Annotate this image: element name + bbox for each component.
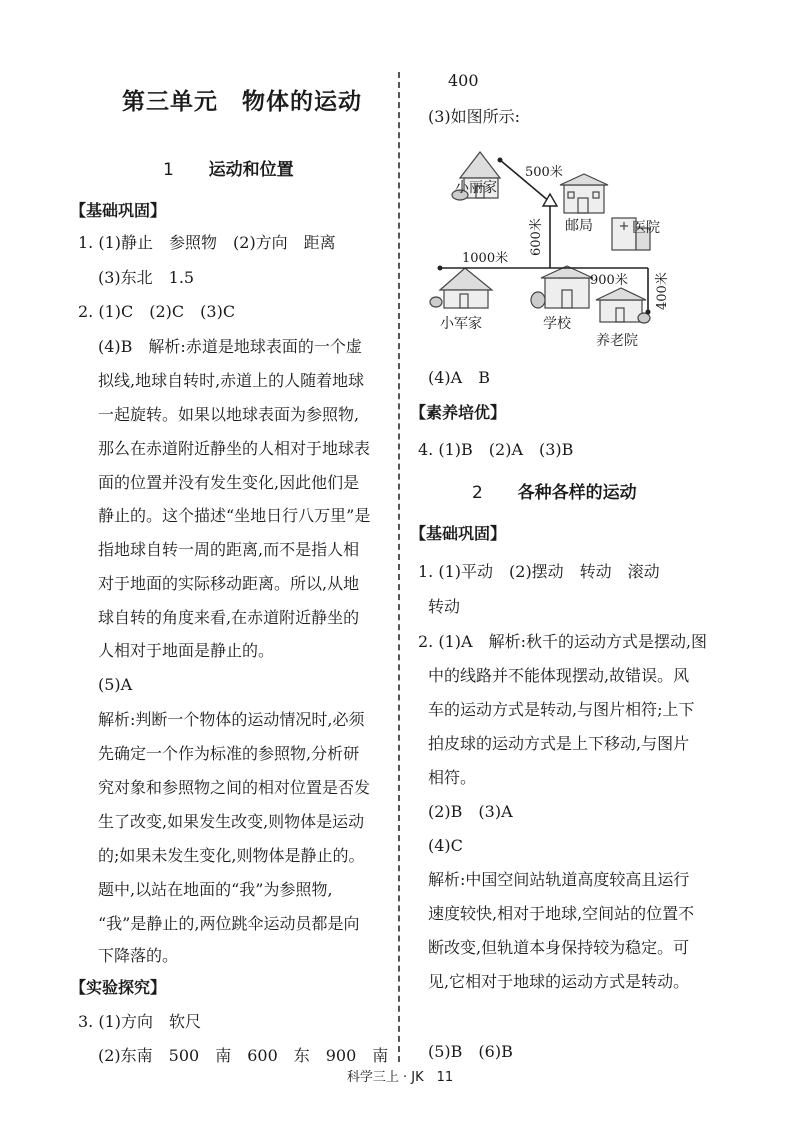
school-icon — [531, 266, 593, 308]
answer-line: (4)C — [428, 836, 463, 855]
answer-line: 题中,以站在地面的“我”为参照物, — [98, 880, 333, 899]
post-office-icon — [560, 174, 608, 213]
answer-line: 拟线,地球自转时,赤道上的人随着地球 — [98, 371, 365, 390]
route-map — [400, 140, 800, 355]
label-1000: 1000米 — [462, 251, 509, 266]
answer-line: 生了改变,如果发生改变,则物体是运动 — [98, 812, 365, 831]
answer-line: 见,它相对于地球的运动方式是转动。 — [428, 972, 690, 991]
answer-line: 1. (1)平动 (2)摆动 转动 滚动 — [418, 562, 660, 581]
answer-line: 2. (1)C (2)C (3)C — [78, 302, 236, 321]
answer-line: (4)B 解析:赤道是地球表面的一个虚 — [98, 337, 362, 356]
answer-line: 先确定一个作为标准的参照物,分析研 — [98, 744, 360, 763]
unit-title: 第三单元 物体的运动 — [122, 89, 362, 115]
answer-line: 对于地面的实际移动距离。所以,从地 — [98, 574, 360, 593]
lesson1-number: 1 — [163, 160, 174, 180]
route-node — [498, 158, 503, 163]
answer-line: 1. (1)静止 参照物 (2)方向 距离 — [78, 233, 336, 252]
start-triangle-icon — [543, 194, 557, 206]
answer-line: (5)A — [98, 675, 133, 694]
label-youju: 邮局 — [565, 218, 593, 234]
label-xiaoli: 小丽家 — [455, 180, 497, 196]
answer-line: 一起旋转。如果以地球表面为参照物, — [98, 405, 360, 424]
label-yanglaoyuan: 养老院 — [596, 333, 638, 349]
answer-line: (3)东北 1.5 — [98, 268, 195, 287]
answer-line: 那么在赤道附近静坐的人相对于地球表 — [98, 439, 371, 458]
answer-line: 人相对于地面是静止的。 — [98, 641, 275, 660]
label-500: 500米 — [525, 165, 563, 180]
xiaojun-house-icon — [430, 268, 492, 308]
lesson2-title: 各种各样的运动 — [517, 483, 637, 503]
answer-line: (4)A B — [428, 368, 490, 387]
answer-line: 2. (1)A 解析:秋千的运动方式是摆动,图 — [418, 632, 708, 651]
answer-line: 的;如果未发生变化,则物体是静止的。 — [98, 846, 365, 865]
label-900: 900米 — [590, 273, 628, 288]
answer-line: 解析:中国空间站轨道高度较高且运行 — [428, 870, 690, 889]
answer-line: (3)如图所示: — [428, 107, 521, 126]
section-basic-2: 【基础巩固】 — [410, 524, 507, 543]
answer-line: 解析:判断一个物体的运动情况时,必须 — [98, 710, 365, 729]
answer-line: 断改变,但轨道本身保持较为稳定。可 — [428, 938, 690, 957]
answer-line: (2)东南 500 南 600 东 900 南 — [98, 1046, 389, 1065]
answer-line: 相符。 — [428, 768, 477, 787]
nursing-home-icon — [596, 288, 650, 323]
label-400: 400米 — [655, 272, 670, 310]
answer-line: 球自转的角度来看,在赤道附近静坐的 — [98, 608, 360, 627]
answer-line: 静止的。这个描述“坐地日行八万里”是 — [98, 506, 371, 525]
answer-line: 4. (1)B (2)A (3)B — [418, 440, 574, 459]
answer-line: (2)B (3)A — [428, 802, 513, 821]
answer-continuation: 400 — [448, 71, 479, 90]
answer-line: (5)B (6)B — [428, 1042, 513, 1061]
answer-line: 究对象和参照物之间的相对位置是否发 — [98, 778, 371, 797]
answer-line: 转动 — [428, 597, 461, 616]
lesson2-number: 2 — [472, 483, 483, 503]
section-quality: 【素养培优】 — [410, 403, 507, 422]
label-600: 600米 — [529, 218, 544, 256]
answer-line: 速度较快,相对于地球,空间站的位置不 — [428, 904, 695, 923]
label-xiaojun: 小军家 — [440, 316, 482, 332]
label-yiyuan: 医院 — [632, 220, 660, 236]
answer-line: 拍皮球的运动方式是上下移动,与图片 — [428, 734, 690, 753]
answer-line: 下降落的。 — [98, 946, 179, 965]
section-experiment: 【实验探究】 — [70, 978, 167, 997]
lesson1-title: 运动和位置 — [208, 160, 294, 180]
label-xuexiao: 学校 — [543, 316, 571, 332]
lesson1-heading — [163, 160, 294, 180]
answer-line: 指地球自转一周的距离,而不是指人相 — [98, 540, 360, 559]
answer-line: “我”是静止的,两位跳伞运动员都是向 — [98, 914, 360, 933]
section-basic-1: 【基础巩固】 — [70, 201, 167, 220]
route-node — [438, 266, 443, 271]
page-footer: 科学三上 · JK 11 — [346, 1070, 454, 1085]
answer-line: 车的运动方式是转动,与图片相符;上下 — [428, 700, 695, 719]
route-node — [646, 310, 651, 315]
answer-line: 面的位置并没有发生变化,因此他们是 — [98, 473, 360, 492]
answer-line: 中的线路并不能体现摆动,故错误。风 — [428, 666, 690, 685]
answer-line: 3. (1)方向 软尺 — [78, 1012, 202, 1031]
lesson2-heading — [472, 483, 637, 503]
